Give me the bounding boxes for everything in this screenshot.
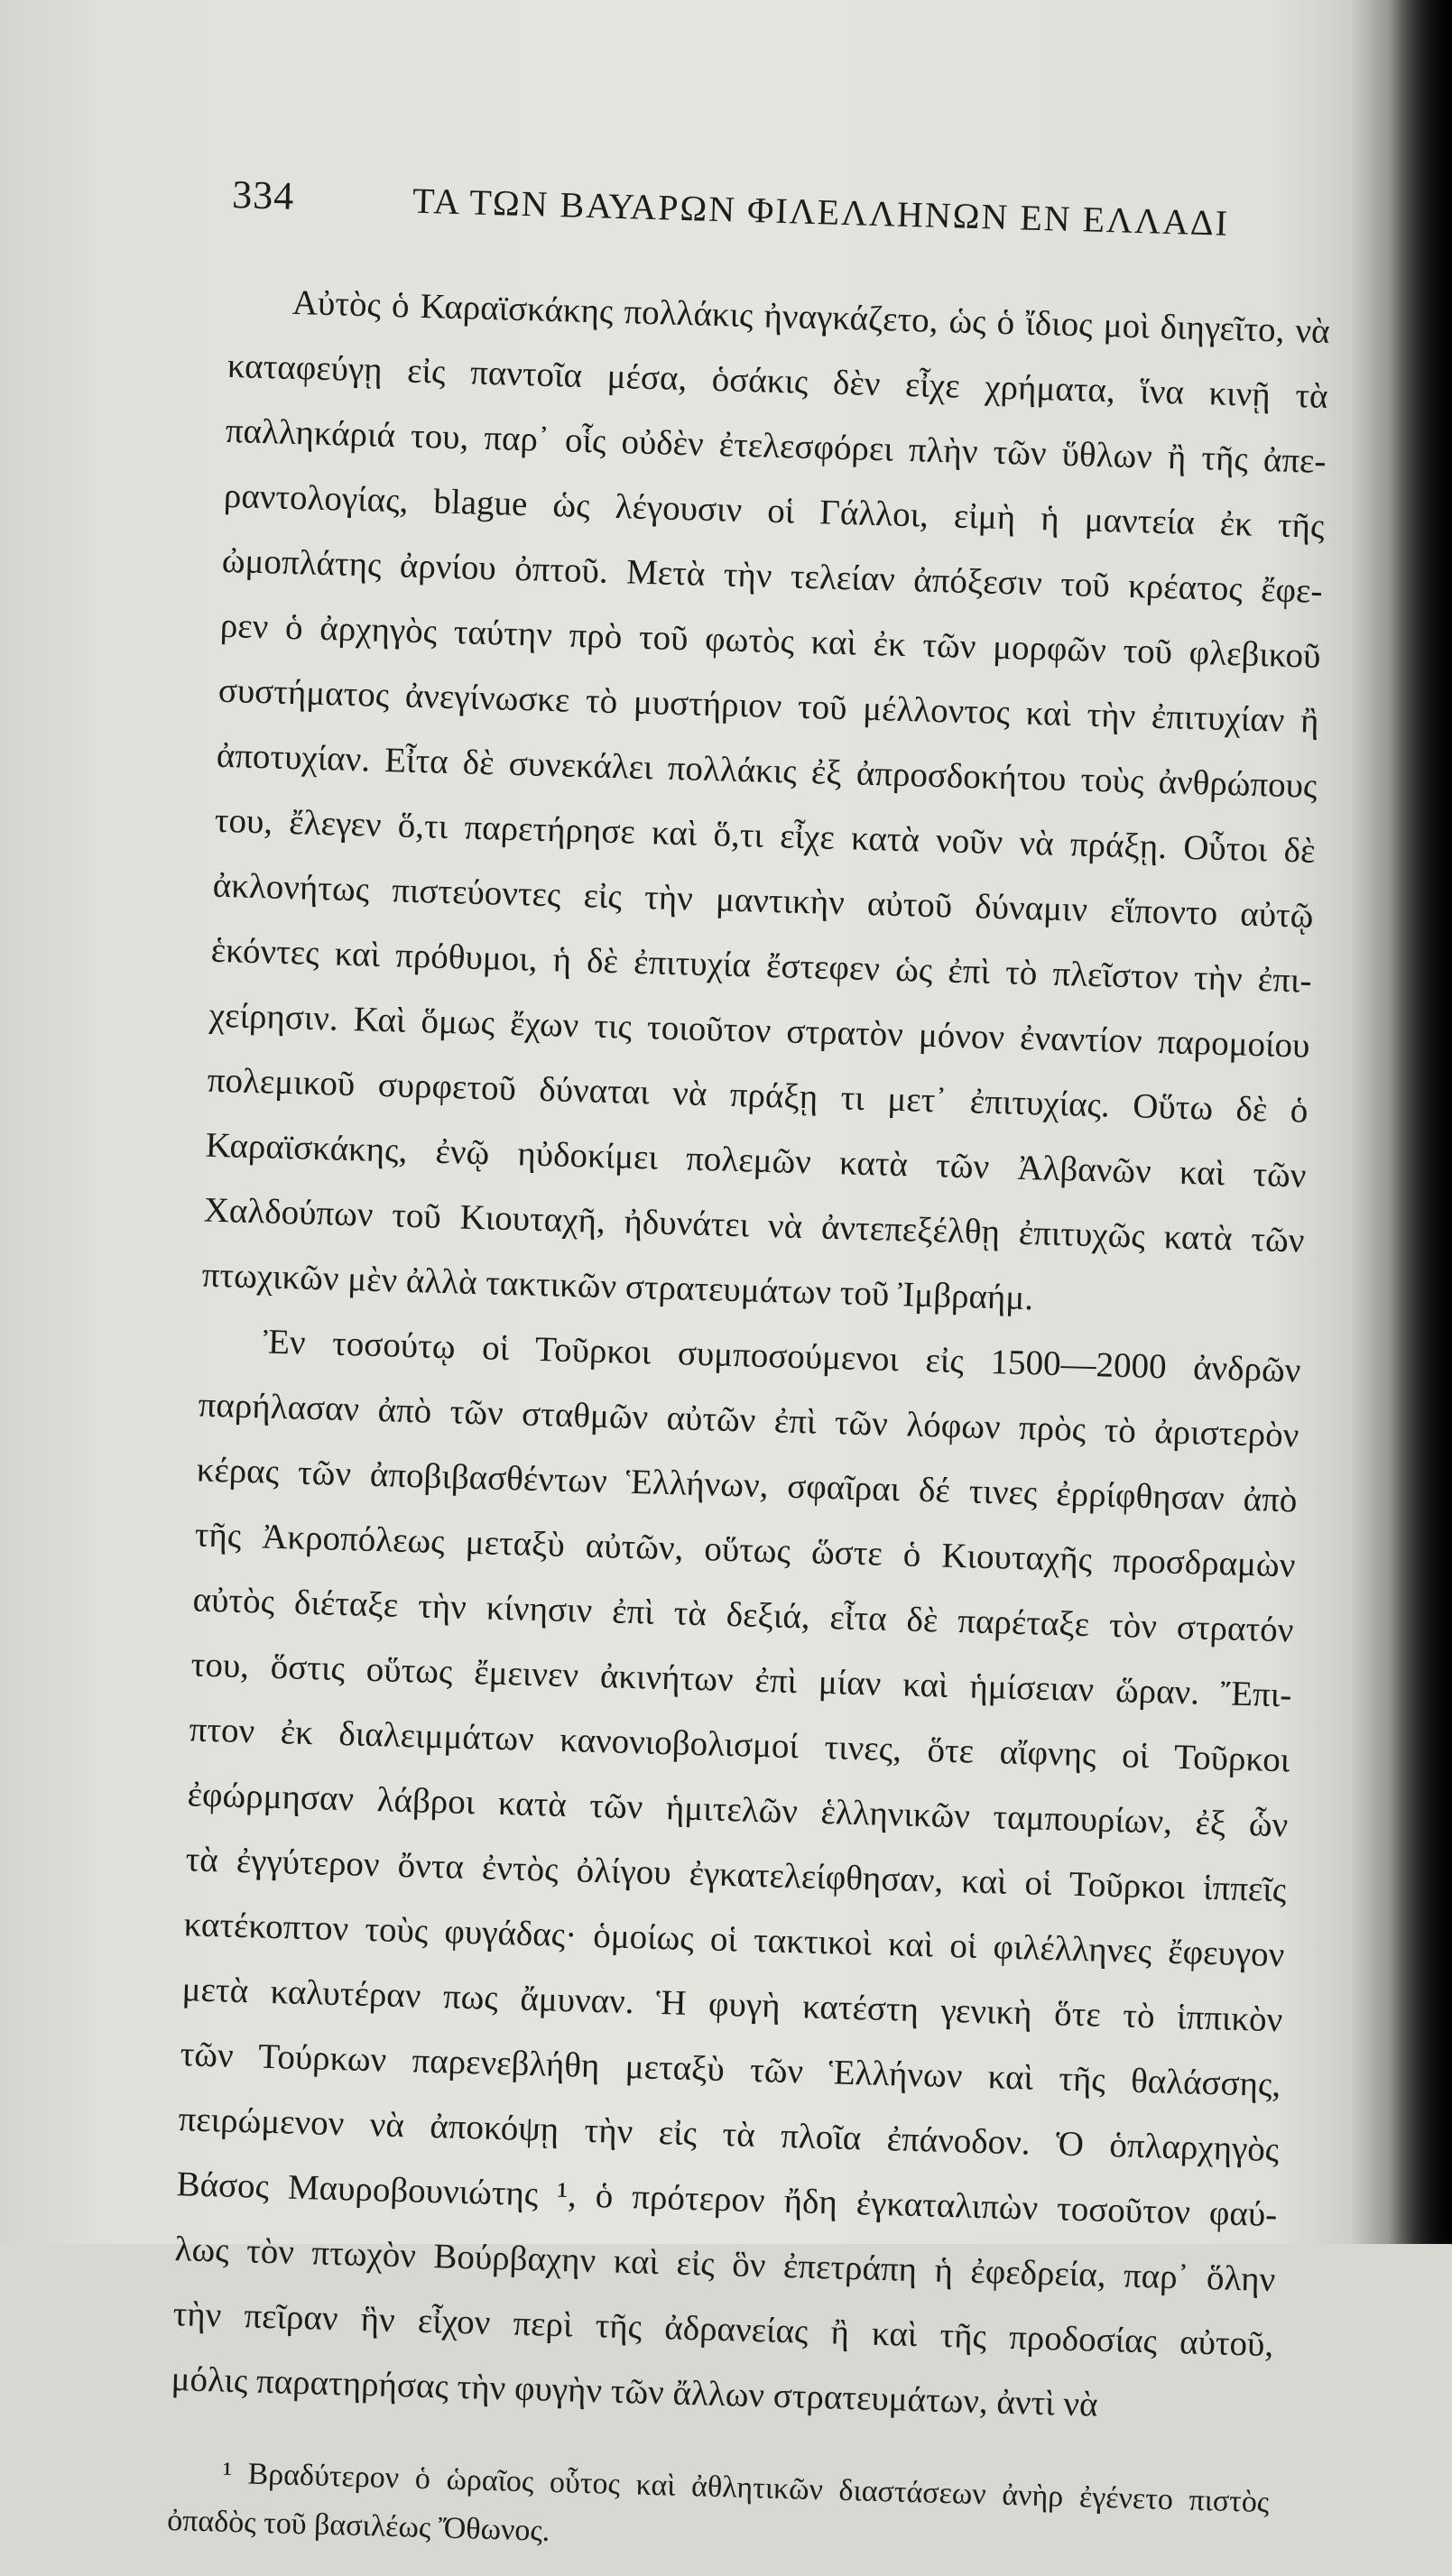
text-line: τὴν πεῖραν ἣν εἶχον περὶ τῆς ἀδρανείας ἢ καὶ τῆς προδοσίας αὐτοῦ, bbox=[172, 2294, 1274, 2365]
text-line: ἑκόντες καὶ πρόθυμοι, ἡ δὲ ἐπιτυχία ἔστεφεν ὡς ἐπὶ τὸ πλεῖστον τὴν ἐπι- bbox=[210, 930, 1313, 1001]
text-line: συστήματος ἀνεγίνωσκε τὸ μυστήριον τοῦ μέλλοντος καὶ τὴν ἐπιτυχίαν ἢ bbox=[217, 670, 1320, 741]
text-line: χείρησιν. Καὶ ὅμως ἔχων τις τοιοῦτον στρατὸν μόνον ἐναντίον παρομοίου bbox=[208, 995, 1311, 1066]
text-line: πτον ἐκ διαλειμμάτων κανονιοβολισμοί τινες, ὅτε αἴφνης οἱ Τοῦρκοι bbox=[189, 1710, 1290, 1780]
page-text-block bbox=[167, 171, 1334, 2576]
text-line: πολεμικοῦ συρφετοῦ δύναται νὰ πράξῃ τι μετ᾽ ἐπιτυχίας. Οὕτω δὲ ὁ bbox=[207, 1060, 1309, 1131]
text-line: Αὐτὸς ὁ Καραϊσκάκης πολλάκις ἠναγκάζετο, ὡς ὁ ἴδιος μοὶ διηγεῖτο, νὰ bbox=[291, 282, 1331, 352]
text-line: αὐτὸς διέταξε τὴν κίνησιν ἐπὶ τὰ δεξιά, εἶτα δὲ παρέταξε τὸν στρατόν bbox=[192, 1580, 1294, 1650]
text-line: μόλις παρατηρήσας τὴν φυγὴν τῶν ἄλλων στρατευμάτων, ἀντὶ νὰ bbox=[171, 2359, 1099, 2424]
footnote-line: ὀπαδὸς τοῦ βασιλέως Ὄθωνος. bbox=[166, 2503, 550, 2548]
text-line: Χαλδούπων τοῦ Κιουταχῆ, ἠδυνάτει νὰ ἀντεπεξέλθῃ ἐπιτυχῶς κατὰ τῶν bbox=[203, 1190, 1305, 1260]
text-line: καταφεύγῃ εἰς παντοῖα μέσα, ὁσάκις δὲν εἶχε χρήματα, ἵνα κινῇ τὰ bbox=[227, 346, 1329, 416]
text-line: πειρώμενον νὰ ἀποκόψῃ τὴν εἰς τὰ πλοῖα ἐπάνοδον. Ὁ ὁπλαρχηγὸς bbox=[178, 2100, 1280, 2170]
text-line: κατέκοπτον τοὺς φυγάδας· ὁμοίως οἱ τακτικοὶ καὶ οἱ φιλέλληνες ἔφευγον bbox=[183, 1905, 1285, 1975]
text-line: του, ἔλεγεν ὅ,τι παρετήρησε καὶ ὅ,τι εἶχε κατὰ νοῦν νὰ πράξῃ. Οὗτοι δὲ bbox=[214, 800, 1317, 871]
footnote bbox=[167, 2448, 1271, 2576]
text-line: τὰ ἐγγύτερον ὄντα ἐντὸς ὀλίγου ἐγκατελείφθησαν, καὶ οἱ Τοῦρκοι ἱππεῖς bbox=[185, 1840, 1287, 1910]
text-line: ὠμοπλάτης ἀρνίου ὀπτοῦ. Μετὰ τὴν τελείαν ἀπόξεσιν τοῦ κρέατος ἔφε- bbox=[221, 540, 1324, 611]
text-line: ἐφώρμησαν λάβροι κατὰ τῶν ἡμιτελῶν ἑλληνικῶν ταμπουρίων, ἐξ ὧν bbox=[187, 1775, 1289, 1845]
text-line: Βάσος Μαυροβουνιώτης ¹, ὁ πρότερον ἤδη ἐγκαταλιπὼν τοσοῦτον φαύ- bbox=[176, 2165, 1278, 2235]
text-line: ρεν ὁ ἀρχηγὸς ταύτην πρὸ τοῦ φωτὸς καὶ ἐκ τῶν μορφῶν τοῦ φλεβικοῦ bbox=[219, 605, 1322, 676]
running-head: ΤΑ ΤΩΝ ΒΑΥΑΡΩΝ ΦΙΛΕΛΛΗΝΩΝ ΕΝ ΕΛΛΑΔΙ bbox=[412, 180, 1230, 244]
body-text bbox=[171, 269, 1331, 2442]
text-line: ἀποτυχίαν. Εἶτα δὲ συνεκάλει πολλάκις ἐξ ἀπροσδοκήτου τοὺς ἀνθρώπους bbox=[216, 735, 1318, 806]
text-line: παλληκάριά του, παρ᾽ οἷς οὐδὲν ἐτελεσφόρει πλὴν τῶν ὕθλων ἢ τῆς ἀπε- bbox=[225, 411, 1327, 481]
text-line: τῶν Τούρκων παρενεβλήθη μεταξὺ τῶν Ἑλλήνων καὶ τῆς θαλάσσης, bbox=[180, 2035, 1281, 2105]
text-line: κέρας τῶν ἀποβιβασθέντων Ἑλλήνων, σφαῖραι δέ τινες ἐρρίφθησαν ἀπὸ bbox=[196, 1450, 1298, 1520]
text-line: ἀκλονήτως πιστεύοντες εἰς τὴν μαντικὴν αὐτοῦ δύναμιν εἵποντο αὐτῷ bbox=[212, 865, 1315, 936]
text-line: παρήλασαν ἀπὸ τῶν σταθμῶν αὐτῶν ἐπὶ τῶν λόφων πρὸς τὸ ἀριστερὸν bbox=[198, 1385, 1299, 1455]
page-binding-shadow bbox=[1389, 0, 1452, 2244]
text-line: τῆς Ἀκροπόλεως μεταξὺ αὐτῶν, οὕτως ὥστε ὁ Κιουταχῆς προσδραμὼν bbox=[194, 1515, 1296, 1585]
page-number: 334 bbox=[231, 171, 295, 218]
text-line: λως τὸν πτωχὸν Βούρβαχην καὶ εἰς ὃν ἐπετράπη ἡ ἐφεδρεία, παρ᾽ ὅλην bbox=[174, 2230, 1276, 2300]
text-line: μετὰ καλυτέραν πως ἄμυναν. Ἡ φυγὴ κατέστη γενικὴ ὅτε τὸ ἱππικὸν bbox=[181, 1970, 1283, 2040]
text-line: ραντολογίας, blague ὡς λέγουσιν οἱ Γάλλοι, εἰμὴ ἡ μαντεία ἐκ τῆς bbox=[223, 475, 1326, 546]
text-line: πτωχικῶν μὲν ἀλλὰ τακτικῶν στρατευμάτων τοῦ Ἰμβραήμ. bbox=[201, 1255, 1034, 1318]
text-line: Ἐν τοσούτῳ οἱ Τοῦρκοι συμποσούμενοι εἰς 1500—2000 ἀνδρῶν bbox=[263, 1322, 1301, 1390]
text-line: Καραϊσκάκης, ἐνῷ ηὐδοκίμει πολεμῶν κατὰ τῶν Ἀλβανῶν καὶ τῶν bbox=[205, 1125, 1307, 1196]
footnote-line: ¹ Βραδύτερον ὁ ὡραῖος οὗτος καὶ ἀθλητικῶν διαστάσεων ἀνὴρ ἐγένετο πιστὸς bbox=[222, 2456, 1270, 2520]
text-line: του, ὅστις οὕτως ἔμεινεν ἀκινήτων ἐπὶ μίαν καὶ ἡμίσειαν ὥραν. Ἔπι- bbox=[190, 1645, 1292, 1715]
page-header bbox=[231, 171, 1334, 274]
